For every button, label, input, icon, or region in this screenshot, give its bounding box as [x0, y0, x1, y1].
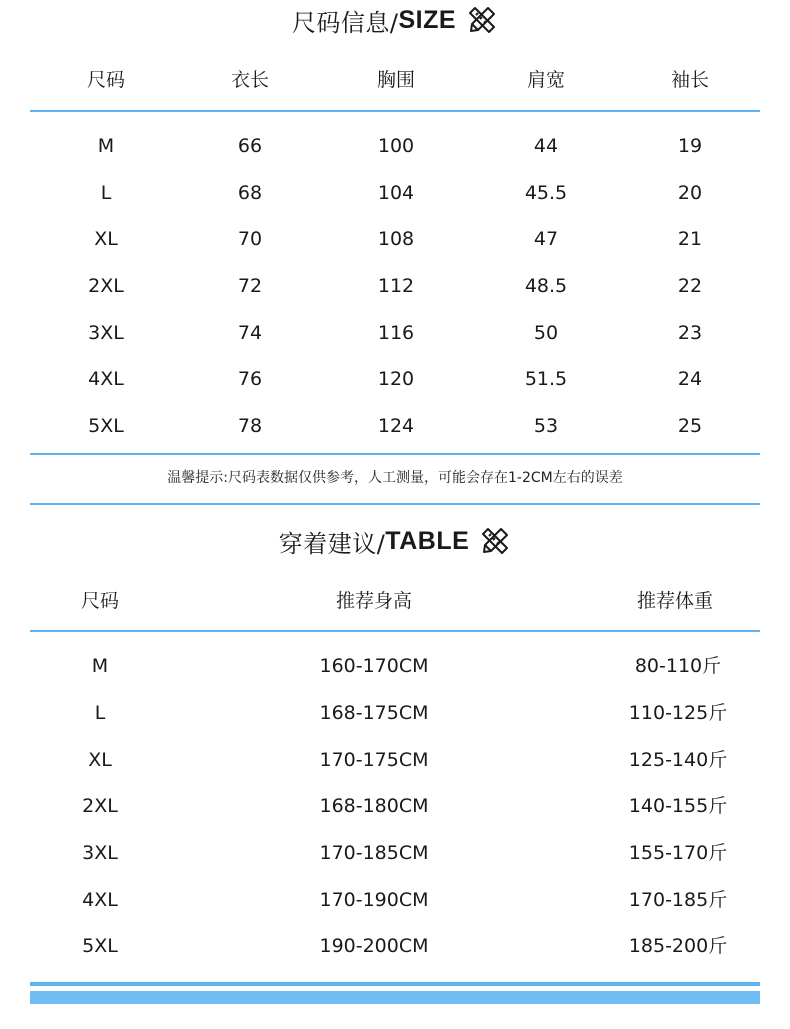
- size-cell: 3XL: [82, 842, 118, 864]
- ruler-pencil-icon: [479, 525, 511, 557]
- size-header-size: 尺码: [86, 69, 126, 91]
- length-cell: 72: [237, 275, 263, 297]
- table-title-en: TABLE: [385, 526, 470, 555]
- table-row: [30, 648, 760, 684]
- weight-cell: 80-110斤: [634, 655, 722, 677]
- length-cell: 66: [237, 135, 263, 157]
- table-row: [30, 221, 760, 257]
- size-header-shoulder: 肩宽: [526, 69, 566, 91]
- chest-cell: 112: [377, 275, 415, 297]
- table-row: [30, 882, 760, 918]
- height-cell: 168-175CM: [319, 702, 429, 724]
- sleeve-cell: 21: [677, 228, 703, 250]
- size-cell: 3XL: [88, 322, 124, 344]
- shoulder-cell: 50: [533, 322, 559, 344]
- sleeve-cell: 20: [677, 182, 703, 204]
- size-cell: 2XL: [88, 275, 124, 297]
- section-divider: [30, 503, 760, 505]
- height-cell: 168-180CM: [319, 795, 429, 817]
- size-header-chest: 胸围: [376, 69, 416, 91]
- size-header-row: [30, 62, 760, 98]
- table-row: [30, 928, 760, 964]
- shoulder-cell: 51.5: [524, 368, 568, 390]
- chest-cell: 116: [377, 322, 415, 344]
- size-table-divider: [30, 453, 760, 455]
- chest-cell: 120: [377, 368, 415, 390]
- height-cell: 170-175CM: [319, 749, 429, 771]
- chest-cell: 108: [377, 228, 415, 250]
- weight-cell: 140-155斤: [628, 795, 728, 817]
- bottom-divider-thick: [30, 991, 760, 1004]
- table-header-weight: 推荐体重: [636, 590, 714, 612]
- sleeve-cell: 24: [677, 368, 703, 390]
- sleeve-cell: 25: [677, 415, 703, 437]
- table-header-divider: [30, 630, 760, 632]
- table-header-height: 推荐身高: [335, 590, 413, 612]
- table-row: [30, 408, 760, 444]
- chest-cell: 104: [377, 182, 415, 204]
- table-title-cn: 穿着建议/: [278, 529, 386, 558]
- length-cell: 76: [237, 368, 263, 390]
- height-cell: 170-185CM: [319, 842, 429, 864]
- size-cell: L: [100, 182, 112, 204]
- size-cell: 5XL: [82, 935, 118, 957]
- height-cell: 170-190CM: [319, 889, 429, 911]
- size-title-cn: 尺码信息/: [291, 8, 399, 37]
- weight-cell: 110-125斤: [628, 702, 728, 724]
- shoulder-cell: 53: [533, 415, 559, 437]
- sleeve-cell: 22: [677, 275, 703, 297]
- size-cell: M: [91, 655, 109, 677]
- sleeve-cell: 19: [677, 135, 703, 157]
- chest-cell: 100: [377, 135, 415, 157]
- table-row: [30, 788, 760, 824]
- shoulder-cell: 48.5: [524, 275, 568, 297]
- size-cell: L: [94, 702, 106, 724]
- size-title-en: SIZE: [398, 5, 457, 34]
- shoulder-cell: 47: [533, 228, 559, 250]
- table-row: [30, 128, 760, 164]
- length-cell: 68: [237, 182, 263, 204]
- size-note: 温馨提示:尺码表数据仅供参考，人工测量，可能会存在1-2CM左右的误差: [167, 470, 623, 486]
- table-row: [30, 315, 760, 351]
- weight-cell: 155-170斤: [628, 842, 728, 864]
- table-row: [30, 695, 760, 731]
- size-cell: XL: [94, 228, 118, 250]
- shoulder-cell: 45.5: [524, 182, 568, 204]
- size-header-divider: [30, 110, 760, 112]
- size-cell: XL: [88, 749, 112, 771]
- size-cell: 5XL: [88, 415, 124, 437]
- length-cell: 78: [237, 415, 263, 437]
- size-header-length: 衣长: [230, 69, 270, 91]
- table-row: [30, 835, 760, 871]
- table-row: [30, 268, 760, 304]
- weight-cell: 170-185斤: [628, 889, 728, 911]
- weight-cell: 185-200斤: [628, 935, 728, 957]
- size-cell: 2XL: [82, 795, 118, 817]
- length-cell: 70: [237, 228, 263, 250]
- size-header-sleeve: 袖长: [670, 69, 710, 91]
- length-cell: 74: [237, 322, 263, 344]
- size-cell: 4XL: [88, 368, 124, 390]
- size-cell: M: [97, 135, 115, 157]
- table-header-row: [30, 583, 760, 619]
- shoulder-cell: 44: [533, 135, 559, 157]
- weight-cell: 125-140斤: [628, 749, 728, 771]
- table-header-size: 尺码: [80, 590, 120, 612]
- chest-cell: 124: [377, 415, 415, 437]
- sleeve-cell: 23: [677, 322, 703, 344]
- size-cell: 4XL: [82, 889, 118, 911]
- table-row: [30, 742, 760, 778]
- table-section-title: [0, 521, 790, 561]
- height-cell: 190-200CM: [319, 935, 429, 957]
- bottom-divider-thin: [30, 982, 760, 986]
- table-row: [30, 175, 760, 211]
- size-section-title: [0, 0, 790, 40]
- ruler-pencil-icon: [466, 4, 498, 36]
- height-cell: 160-170CM: [319, 655, 429, 677]
- table-row: [30, 361, 760, 397]
